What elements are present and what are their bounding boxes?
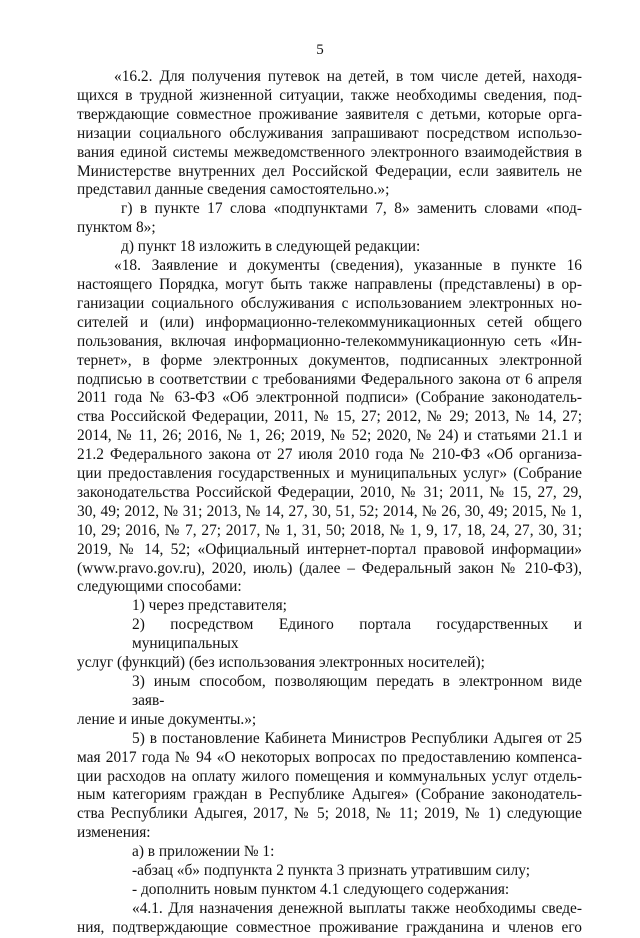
text-line: 2) посредством Единого портала государственных и муниципальных	[132, 616, 582, 653]
text-line: д) пункт 18 изложить в следующей редакции:	[121, 238, 421, 256]
text-line: 2014, № 11, 26; 2016, № 1, 26; 2019, № 52; 2020, № 24) и статьями 21.1 и	[77, 427, 582, 445]
text-line: пунктом 8»;	[77, 219, 156, 237]
text-line: 10, 29; 2016, № 7, 27; 2017, № 1, 31, 50; 2018, № 1, 9, 17, 18, 24, 27, 30, 31;	[77, 521, 582, 539]
text-line: г) в пункте 17 слова «подпунктами 7, 8» заменить словами «под-	[121, 200, 582, 218]
text-line: законодательства Российской Федерации, 2010, № 31; 2011, № 15, 27, 29,	[77, 483, 582, 501]
text-line: ление и иные документы.»;	[77, 710, 257, 728]
text-line: а) в приложении № 1:	[132, 843, 275, 861]
text-line: представил данные сведения самостоятельно.»;	[77, 181, 390, 199]
text-line: -абзац «б» подпункта 2 пункта 3 признать утратившим силу;	[132, 862, 530, 880]
text-line: ным категориям граждан в Республике Адыгея» (Собрание законодатель-	[77, 786, 582, 804]
text-line: ции расходов на оплату жилого помещения и коммунальных услуг отдель-	[77, 767, 582, 785]
text-line: тверждающие совместное проживание заявителя с детьми, которые орга-	[77, 105, 582, 123]
text-line: тернет», в форме электронных документов, подписанных электронной	[77, 351, 582, 369]
text-line: Министерстве внутренних дел Российской Федерации, если заявитель не	[77, 162, 582, 180]
text-line: ства Республики Адыгея, 2017, № 5; 2018, № 11; 2019, № 1) следующие	[77, 805, 582, 823]
text-line: мая 2017 года № 94 «О некоторых вопросах по предоставлению компенса-	[77, 748, 582, 766]
text-line: 21.2 Федерального закона от 27 июля 2010 года № 210-ФЗ «Об организа-	[77, 446, 582, 464]
document-body	[77, 68, 582, 938]
text-line: 1) через представителя;	[132, 597, 287, 615]
text-line: пользования, включая информационно-телекоммуникационную сеть «Ин-	[77, 332, 582, 350]
text-line: «16.2. Для получения путевок на детей, в том числе детей, находя-	[114, 68, 582, 85]
text-line: изменения:	[77, 824, 151, 842]
text-line: сителей и (или) информационно-телекоммуникационных сетей общего	[77, 313, 582, 331]
text-line: услуг (функций) (без использования электронных носителей);	[77, 654, 485, 672]
text-line: 3) иным способом, позволяющим передать в электронном виде заяв-	[132, 673, 582, 709]
text-line: 2011 года № 63-ФЗ «Об электронной подписи» (Собрание законодатель-	[77, 389, 582, 407]
text-line: следующими способами:	[77, 578, 242, 596]
text-line: ния, подтверждающие совместное проживание гражданина и членов его	[77, 918, 582, 936]
text-line: настоящего Порядка, могут быть также направлены (представлены) в ор-	[77, 275, 582, 293]
text-line: ства Российской Федерации, 2011, № 15, 27; 2012, № 29; 2013, № 14, 27;	[77, 408, 582, 426]
text-line: щихся в трудной жизненной ситуации, также необходимы сведения, под-	[77, 86, 582, 104]
text-line: 5) в постановление Кабинета Министров Республики Адыгея от 25	[132, 729, 582, 747]
text-line: вания единой системы межведомственного электронного взаимодействия в	[77, 143, 582, 161]
text-line: - дополнить новым пунктом 4.1 следующего содержания:	[132, 880, 510, 898]
text-line: 30, 49; 2012, № 31; 2013, № 14, 27, 30, 51, 52; 2014, № 26, 30, 49; 2015, № 1,	[77, 502, 582, 520]
page-number: 5	[316, 42, 324, 58]
text-line: ции предоставления государственных и муниципальных услуг» (Собрание	[77, 465, 582, 483]
text-line: «18. Заявление и документы (сведения), указанные в пункте 16	[114, 257, 582, 275]
text-line: «4.1. Для назначения денежной выплаты также необходимы сведе-	[132, 899, 582, 917]
text-line: ганизации социального обслуживания с использованием электронных но-	[77, 294, 582, 312]
text-line: низации социального обслуживания запрашивают посредством использо-	[77, 124, 582, 142]
text-line: 2019, № 14, 52; «Официальный интернет-портал правовой информации»	[77, 540, 582, 558]
text-line: (www.pravo.gov.ru), 2020, июль) (далее – Федеральный закон № 210-ФЗ),	[77, 559, 582, 577]
text-line: подписью в соответствии с требованиями Федерального закона от 6 апреля	[77, 370, 582, 388]
